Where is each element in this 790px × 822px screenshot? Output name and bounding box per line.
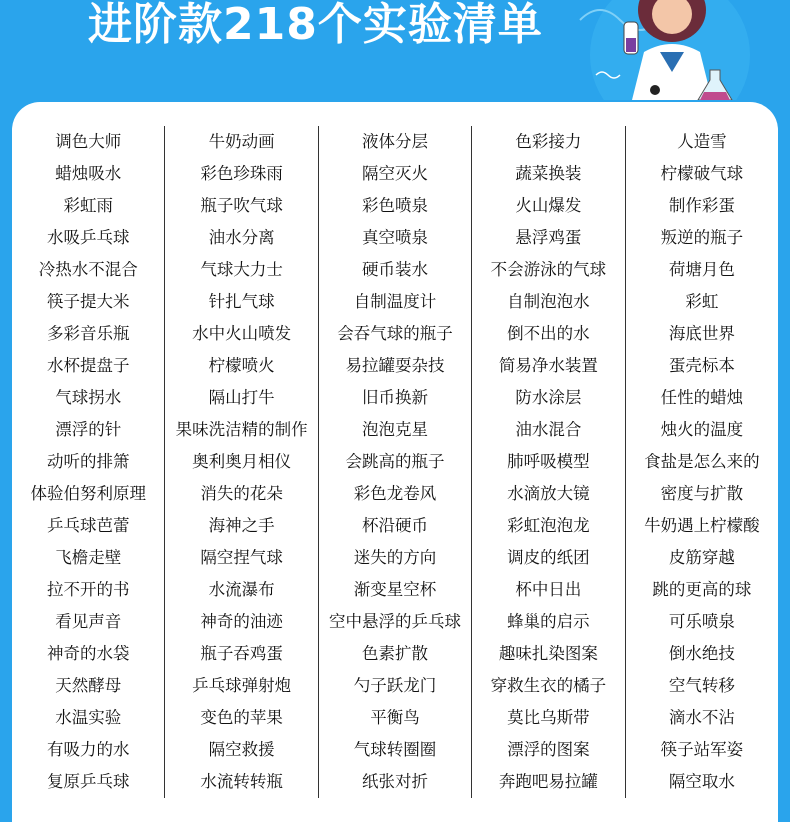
scientist-illustration <box>560 0 770 100</box>
list-item: 勺子跃龙门 <box>353 676 437 695</box>
list-item: 水流瀑布 <box>208 580 275 599</box>
list-item: 空气转移 <box>668 676 735 695</box>
list-item: 荷塘月色 <box>668 260 735 279</box>
list-item: 不会游泳的气球 <box>490 260 607 279</box>
list-item: 漂浮的针 <box>55 420 122 439</box>
list-item: 防水涂层 <box>515 388 582 407</box>
list-item: 拉不开的书 <box>46 580 130 599</box>
list-item: 悬浮鸡蛋 <box>515 228 582 247</box>
list-item: 气球拐水 <box>55 388 122 407</box>
list-item: 筷子站军姿 <box>660 740 744 759</box>
list-item: 隔空灭火 <box>362 164 429 183</box>
list-item: 隔山打牛 <box>208 388 275 407</box>
list-item: 制作彩蛋 <box>668 196 735 215</box>
list-item: 滴水不沾 <box>668 708 735 727</box>
list-item: 简易净水装置 <box>498 356 598 375</box>
list-item: 神奇的水袋 <box>46 644 130 663</box>
list-item: 迷失的方向 <box>353 548 437 567</box>
column-2 <box>164 126 317 798</box>
list-item: 易拉罐耍杂技 <box>345 356 445 375</box>
list-item: 自制温度计 <box>353 292 437 311</box>
list-item: 油水混合 <box>515 420 582 439</box>
list-item: 柠檬破气球 <box>660 164 744 183</box>
list-item: 奔跑吧易拉罐 <box>498 772 598 791</box>
list-item: 动听的排箫 <box>46 452 130 471</box>
list-item: 变色的苹果 <box>200 708 283 727</box>
list-item: 隔空救援 <box>208 740 275 759</box>
list-item: 肺呼吸模型 <box>507 452 590 471</box>
list-item: 杯沿硬币 <box>362 516 429 535</box>
list-item: 蜡烛吸水 <box>55 164 122 183</box>
list-item: 杯中日出 <box>515 580 582 599</box>
list-item: 彩虹雨 <box>63 196 113 215</box>
list-item: 奥利奥月相仪 <box>192 452 292 471</box>
list-item: 皮筋穿越 <box>668 548 735 567</box>
list-item: 彩色喷泉 <box>362 196 429 215</box>
list-item: 彩色龙卷风 <box>353 484 437 503</box>
list-item: 调皮的纸团 <box>507 548 590 567</box>
list-item: 会吞气球的瓶子 <box>337 324 453 343</box>
list-item: 油水分离 <box>208 228 275 247</box>
list-item: 海底世界 <box>668 324 735 343</box>
column-4 <box>471 126 624 798</box>
list-item: 密度与扩散 <box>660 484 744 503</box>
experiment-columns <box>12 126 778 798</box>
list-item: 空中悬浮的乒乓球 <box>329 612 462 631</box>
list-item: 乒乓球弹射炮 <box>192 676 292 695</box>
list-item: 瓶子吹气球 <box>200 196 283 215</box>
list-item: 色素扩散 <box>362 644 429 663</box>
column-3 <box>318 126 471 798</box>
list-item: 泡泡克星 <box>362 420 429 439</box>
list-item: 火山爆发 <box>515 196 582 215</box>
list-item: 水滴放大镜 <box>507 484 590 503</box>
list-item: 体验伯努利原理 <box>30 484 146 503</box>
list-item: 隔空捏气球 <box>200 548 283 567</box>
list-item: 莫比乌斯带 <box>507 708 590 727</box>
list-item: 会跳高的瓶子 <box>345 452 445 471</box>
list-item: 神奇的油迹 <box>200 612 283 631</box>
list-item: 海神之手 <box>208 516 275 535</box>
list-item: 蔬菜换装 <box>515 164 582 183</box>
list-item: 平衡鸟 <box>370 708 420 727</box>
list-item: 彩虹 <box>685 292 719 311</box>
list-item: 漂浮的图案 <box>507 740 590 759</box>
list-item: 穿救生衣的橘子 <box>490 676 607 695</box>
list-item: 食盐是怎么来的 <box>644 452 760 471</box>
list-item: 消失的花朵 <box>200 484 283 503</box>
list-item: 飞檐走壁 <box>55 548 122 567</box>
list-item: 隔空取水 <box>668 772 735 791</box>
list-item: 调色大师 <box>55 132 122 151</box>
list-item: 蛋壳标本 <box>668 356 735 375</box>
list-item: 天然酵母 <box>55 676 122 695</box>
list-item: 倒水绝技 <box>668 644 735 663</box>
list-item: 倒不出的水 <box>507 324 590 343</box>
list-item: 人造雪 <box>677 132 727 151</box>
list-item: 彩虹泡泡龙 <box>507 516 590 535</box>
list-item: 水温实验 <box>55 708 122 727</box>
page-title: 进阶款218个实验清单 <box>88 0 543 50</box>
list-item: 瓶子吞鸡蛋 <box>200 644 283 663</box>
list-item: 蜂巢的启示 <box>507 612 590 631</box>
list-item: 色彩接力 <box>515 132 582 151</box>
list-item: 跳的更高的球 <box>652 580 752 599</box>
list-item: 水流转转瓶 <box>200 772 283 791</box>
list-item: 针扎气球 <box>208 292 275 311</box>
list-item: 柠檬喷火 <box>208 356 275 375</box>
list-item: 渐变星空杯 <box>353 580 437 599</box>
list-item: 冷热水不混合 <box>38 260 138 279</box>
list-item: 筷子提大米 <box>46 292 130 311</box>
list-item: 水中火山喷发 <box>192 324 292 343</box>
list-item: 乒乓球芭蕾 <box>46 516 130 535</box>
list-item: 可乐喷泉 <box>668 612 735 631</box>
list-item: 气球大力士 <box>200 260 283 279</box>
column-1 <box>12 126 164 798</box>
list-item: 彩色珍珠雨 <box>200 164 283 183</box>
list-item: 牛奶动画 <box>208 132 275 151</box>
list-item: 趣味扎染图案 <box>498 644 598 663</box>
list-item: 果味洗洁精的制作 <box>175 420 308 439</box>
list-item: 任性的蜡烛 <box>660 388 744 407</box>
list-item: 水杯提盘子 <box>46 356 130 375</box>
list-item: 真空喷泉 <box>362 228 429 247</box>
list-item: 多彩音乐瓶 <box>46 324 130 343</box>
list-item: 烛火的温度 <box>660 420 744 439</box>
list-item: 看见声音 <box>55 612 122 631</box>
list-item: 气球转圈圈 <box>353 740 437 759</box>
list-item: 旧币换新 <box>362 388 429 407</box>
list-item: 叛逆的瓶子 <box>660 228 744 247</box>
list-item: 液体分层 <box>362 132 429 151</box>
list-item: 自制泡泡水 <box>507 292 590 311</box>
column-5 <box>625 126 778 798</box>
list-item: 硬币装水 <box>362 260 429 279</box>
list-item: 水吸乒乓球 <box>46 228 130 247</box>
list-item: 牛奶遇上柠檬酸 <box>644 516 760 535</box>
list-item: 复原乒乓球 <box>46 772 130 791</box>
list-item: 有吸力的水 <box>46 740 130 759</box>
list-item: 纸张对折 <box>362 772 429 791</box>
